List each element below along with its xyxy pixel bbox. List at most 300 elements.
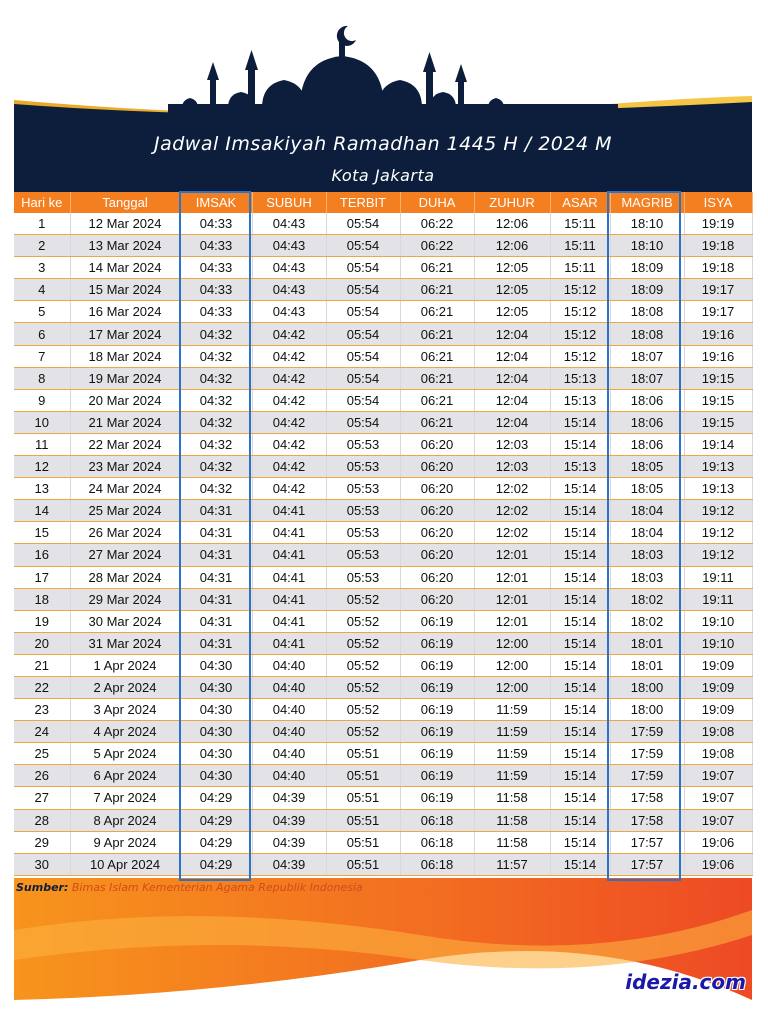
table-cell: 19:16 <box>684 323 752 345</box>
table-cell: 7 <box>14 345 70 367</box>
table-row <box>14 632 752 654</box>
table-cell: 05:52 <box>326 676 400 698</box>
table-cell: 19 Mar 2024 <box>70 367 180 389</box>
column-header: IMSAK <box>180 192 252 213</box>
table-cell: 9 <box>14 389 70 411</box>
column-header: Tanggal <box>70 192 180 213</box>
table-row <box>14 257 752 279</box>
table-cell: 06:20 <box>400 478 474 500</box>
table-cell: 15:14 <box>550 699 610 721</box>
table-cell: 06:19 <box>400 721 474 743</box>
table-cell: 04:33 <box>180 301 252 323</box>
table-cell: 05:53 <box>326 566 400 588</box>
table-cell: 06:19 <box>400 765 474 787</box>
table-cell: 24 <box>14 721 70 743</box>
table-cell: 06:21 <box>400 301 474 323</box>
table-cell: 15:11 <box>550 257 610 279</box>
table-row <box>14 765 752 787</box>
table-cell: 20 Mar 2024 <box>70 389 180 411</box>
table-cell: 12:03 <box>474 456 550 478</box>
table-cell: 19:16 <box>684 345 752 367</box>
table-cell: 19:07 <box>684 787 752 809</box>
table-cell: 15:14 <box>550 500 610 522</box>
table-cell: 05:52 <box>326 721 400 743</box>
table-cell: 04:41 <box>252 610 326 632</box>
table-cell: 15 <box>14 522 70 544</box>
table-cell: 05:54 <box>326 213 400 235</box>
table-row <box>14 654 752 676</box>
table-cell: 11 <box>14 433 70 455</box>
table-cell: 05:54 <box>326 235 400 257</box>
table-cell: 19:07 <box>684 809 752 831</box>
table-cell: 04:43 <box>252 257 326 279</box>
table-cell: 05:52 <box>326 699 400 721</box>
table-cell: 06:20 <box>400 522 474 544</box>
table-cell: 19:06 <box>684 831 752 853</box>
table-row <box>14 588 752 610</box>
table-cell: 19:17 <box>684 301 752 323</box>
table-row <box>14 301 752 323</box>
table-cell: 15:11 <box>550 213 610 235</box>
table-cell: 18:01 <box>610 654 684 676</box>
table-cell: 19:15 <box>684 389 752 411</box>
table-row <box>14 323 752 345</box>
table-cell: 12:05 <box>474 301 550 323</box>
table-cell: 18 Mar 2024 <box>70 345 180 367</box>
table-cell: 18:05 <box>610 478 684 500</box>
table-cell: 06:19 <box>400 676 474 698</box>
table-cell: 12:04 <box>474 345 550 367</box>
table-cell: 05:54 <box>326 301 400 323</box>
table-cell: 1 Apr 2024 <box>70 654 180 676</box>
table-cell: 15:12 <box>550 323 610 345</box>
table-cell: 30 <box>14 853 70 875</box>
table-cell: 31 Mar 2024 <box>70 632 180 654</box>
table-cell: 26 <box>14 765 70 787</box>
table-cell: 2 Apr 2024 <box>70 676 180 698</box>
table-cell: 15:13 <box>550 456 610 478</box>
table-cell: 18:00 <box>610 699 684 721</box>
table-cell: 04:41 <box>252 566 326 588</box>
table-cell: 23 Mar 2024 <box>70 456 180 478</box>
table-cell: 04:42 <box>252 411 326 433</box>
table-cell: 10 <box>14 411 70 433</box>
table-cell: 04:31 <box>180 566 252 588</box>
table-cell: 3 <box>14 257 70 279</box>
source-note <box>16 881 363 894</box>
table-cell: 05:53 <box>326 522 400 544</box>
table-cell: 19:09 <box>684 699 752 721</box>
table-row <box>14 411 752 433</box>
table-cell: 11:59 <box>474 699 550 721</box>
table-cell: 04:30 <box>180 721 252 743</box>
table-cell: 04:41 <box>252 500 326 522</box>
table-row <box>14 456 752 478</box>
table-cell: 04:32 <box>180 345 252 367</box>
table-cell: 1 <box>14 213 70 235</box>
table-cell: 28 <box>14 809 70 831</box>
table-cell: 18:09 <box>610 257 684 279</box>
table-cell: 04:30 <box>180 654 252 676</box>
table-cell: 15:14 <box>550 743 610 765</box>
table-cell: 04:29 <box>180 853 252 875</box>
table-cell: 18:03 <box>610 566 684 588</box>
table-cell: 15:12 <box>550 345 610 367</box>
crescent-moon-icon <box>337 26 356 46</box>
table-cell: 04:41 <box>252 632 326 654</box>
table-cell: 04:39 <box>252 787 326 809</box>
column-header: ISYA <box>684 192 752 213</box>
table-cell: 04:33 <box>180 279 252 301</box>
table-cell: 15:14 <box>550 610 610 632</box>
table-cell: 12:00 <box>474 676 550 698</box>
table-cell: 12:06 <box>474 235 550 257</box>
table-cell: 11:58 <box>474 809 550 831</box>
table-cell: 4 <box>14 279 70 301</box>
imsakiyah-table <box>14 192 753 876</box>
table-row <box>14 213 752 235</box>
table-row <box>14 853 752 875</box>
table-cell: 19:19 <box>684 213 752 235</box>
table-cell: 16 Mar 2024 <box>70 301 180 323</box>
table-cell: 19:12 <box>684 500 752 522</box>
table-cell: 04:43 <box>252 279 326 301</box>
table-cell: 12:02 <box>474 522 550 544</box>
table-row <box>14 831 752 853</box>
table-cell: 06:20 <box>400 544 474 566</box>
table-cell: 18:08 <box>610 301 684 323</box>
table-cell: 15:14 <box>550 809 610 831</box>
table-cell: 15:14 <box>550 721 610 743</box>
table-cell: 04:33 <box>180 235 252 257</box>
table-cell: 12:05 <box>474 257 550 279</box>
table-cell: 06:21 <box>400 411 474 433</box>
table-cell: 5 <box>14 301 70 323</box>
table-cell: 18:07 <box>610 367 684 389</box>
table-cell: 11:59 <box>474 721 550 743</box>
table-cell: 15 Mar 2024 <box>70 279 180 301</box>
table-row <box>14 544 752 566</box>
table-cell: 15:14 <box>550 588 610 610</box>
table-cell: 18:06 <box>610 411 684 433</box>
table-cell: 18:02 <box>610 610 684 632</box>
table-row <box>14 345 752 367</box>
table-cell: 16 <box>14 544 70 566</box>
table-cell: 18:07 <box>610 345 684 367</box>
table-cell: 06:18 <box>400 853 474 875</box>
table-cell: 05:51 <box>326 831 400 853</box>
table-cell: 04:42 <box>252 456 326 478</box>
table-cell: 19:10 <box>684 632 752 654</box>
table-cell: 12 <box>14 456 70 478</box>
table-cell: 06:21 <box>400 279 474 301</box>
table-cell: 04:39 <box>252 831 326 853</box>
table-cell: 27 <box>14 787 70 809</box>
table-cell: 17 Mar 2024 <box>70 323 180 345</box>
city-name: Kota Jakarta <box>331 166 435 185</box>
table-cell: 04:29 <box>180 809 252 831</box>
table-cell: 05:54 <box>326 323 400 345</box>
table-cell: 04:42 <box>252 345 326 367</box>
table-cell: 12:01 <box>474 544 550 566</box>
table-cell: 05:54 <box>326 257 400 279</box>
table-cell: 19:06 <box>684 853 752 875</box>
table-cell: 20 <box>14 632 70 654</box>
table-cell: 17:57 <box>610 831 684 853</box>
table-cell: 15:14 <box>550 522 610 544</box>
table-cell: 06:20 <box>400 566 474 588</box>
table-cell: 04:40 <box>252 743 326 765</box>
table-cell: 19 <box>14 610 70 632</box>
table-cell: 05:54 <box>326 389 400 411</box>
table-cell: 04:42 <box>252 367 326 389</box>
table-cell: 29 Mar 2024 <box>70 588 180 610</box>
table-cell: 04:39 <box>252 853 326 875</box>
table-cell: 17:58 <box>610 787 684 809</box>
table-cell: 19:15 <box>684 367 752 389</box>
table-cell: 13 <box>14 478 70 500</box>
table-cell: 04:42 <box>252 478 326 500</box>
table-cell: 05:51 <box>326 853 400 875</box>
table-cell: 04:40 <box>252 676 326 698</box>
table-cell: 15:13 <box>550 389 610 411</box>
table-cell: 19:17 <box>684 279 752 301</box>
table-cell: 05:51 <box>326 809 400 831</box>
table-cell: 04:30 <box>180 699 252 721</box>
table-cell: 04:42 <box>252 323 326 345</box>
table-cell: 04:40 <box>252 721 326 743</box>
table-cell: 04:30 <box>180 765 252 787</box>
table-row <box>14 235 752 257</box>
table-cell: 15:14 <box>550 544 610 566</box>
table-cell: 21 Mar 2024 <box>70 411 180 433</box>
table-cell: 22 Mar 2024 <box>70 433 180 455</box>
column-header: MAGRIB <box>610 192 684 213</box>
table-cell: 06:21 <box>400 367 474 389</box>
table-row <box>14 522 752 544</box>
table-cell: 04:41 <box>252 588 326 610</box>
table-cell: 06:18 <box>400 831 474 853</box>
table-cell: 18 <box>14 588 70 610</box>
table-cell: 04:40 <box>252 699 326 721</box>
table-cell: 04:43 <box>252 235 326 257</box>
table-cell: 04:43 <box>252 301 326 323</box>
column-header: SUBUH <box>252 192 326 213</box>
table-cell: 05:52 <box>326 654 400 676</box>
table-cell: 18:10 <box>610 213 684 235</box>
table-cell: 17:59 <box>610 721 684 743</box>
table-cell: 12 Mar 2024 <box>70 213 180 235</box>
table-cell: 05:54 <box>326 279 400 301</box>
source-label: Sumber: <box>16 881 69 894</box>
table-cell: 27 Mar 2024 <box>70 544 180 566</box>
table-cell: 05:53 <box>326 500 400 522</box>
table-cell: 04:32 <box>180 478 252 500</box>
table-body <box>14 213 752 875</box>
table-cell: 9 Apr 2024 <box>70 831 180 853</box>
table-cell: 17 <box>14 566 70 588</box>
table-cell: 19:07 <box>684 765 752 787</box>
table-cell: 14 <box>14 500 70 522</box>
table-cell: 19:11 <box>684 566 752 588</box>
table-cell: 25 Mar 2024 <box>70 500 180 522</box>
table-cell: 11:59 <box>474 765 550 787</box>
table-cell: 04:32 <box>180 456 252 478</box>
table-cell: 06:19 <box>400 610 474 632</box>
column-header: TERBIT <box>326 192 400 213</box>
table-cell: 06:22 <box>400 235 474 257</box>
table-cell: 19:09 <box>684 654 752 676</box>
mosque-silhouette <box>168 42 618 118</box>
table-cell: 04:31 <box>180 632 252 654</box>
table-cell: 26 Mar 2024 <box>70 522 180 544</box>
table-cell: 15:12 <box>550 279 610 301</box>
table-header-row <box>14 192 752 213</box>
table-cell: 06:20 <box>400 433 474 455</box>
table-cell: 04:30 <box>180 676 252 698</box>
table-cell: 05:52 <box>326 632 400 654</box>
table-cell: 19:12 <box>684 544 752 566</box>
table-cell: 12:04 <box>474 323 550 345</box>
table-cell: 05:52 <box>326 610 400 632</box>
table-cell: 12:01 <box>474 610 550 632</box>
table-cell: 11:58 <box>474 787 550 809</box>
table-cell: 18:02 <box>610 588 684 610</box>
table-cell: 04:32 <box>180 367 252 389</box>
table-cell: 04:31 <box>180 522 252 544</box>
table-cell: 04:31 <box>180 588 252 610</box>
table-cell: 12:03 <box>474 433 550 455</box>
table-cell: 18:01 <box>610 632 684 654</box>
table-cell: 6 <box>14 323 70 345</box>
table-cell: 04:41 <box>252 544 326 566</box>
table-cell: 19:10 <box>684 610 752 632</box>
table-cell: 15:11 <box>550 235 610 257</box>
table-cell: 05:53 <box>326 478 400 500</box>
table-cell: 8 Apr 2024 <box>70 809 180 831</box>
table-cell: 04:32 <box>180 323 252 345</box>
table-cell: 06:22 <box>400 213 474 235</box>
table-cell: 18:05 <box>610 456 684 478</box>
table-cell: 17:59 <box>610 743 684 765</box>
table-cell: 17:58 <box>610 809 684 831</box>
table-cell: 04:40 <box>252 654 326 676</box>
table-cell: 6 Apr 2024 <box>70 765 180 787</box>
table-cell: 05:52 <box>326 588 400 610</box>
table-cell: 04:42 <box>252 433 326 455</box>
table-cell: 06:19 <box>400 632 474 654</box>
table-cell: 04:33 <box>180 257 252 279</box>
table-cell: 04:29 <box>180 787 252 809</box>
table-row <box>14 478 752 500</box>
table-row <box>14 566 752 588</box>
table-row <box>14 676 752 698</box>
table-cell: 17:59 <box>610 765 684 787</box>
table-cell: 19:15 <box>684 411 752 433</box>
table-cell: 15:13 <box>550 367 610 389</box>
table-cell: 28 Mar 2024 <box>70 566 180 588</box>
table-cell: 4 Apr 2024 <box>70 721 180 743</box>
table-cell: 12:05 <box>474 279 550 301</box>
table-cell: 30 Mar 2024 <box>70 610 180 632</box>
table-cell: 22 <box>14 676 70 698</box>
page-title: Jadwal Imsakiyah Ramadhan 1445 H / 2024 M <box>154 133 612 155</box>
table-cell: 18:06 <box>610 389 684 411</box>
table-cell: 06:20 <box>400 588 474 610</box>
table-cell: 06:19 <box>400 699 474 721</box>
table-cell: 05:54 <box>326 411 400 433</box>
table-cell: 15:14 <box>550 676 610 698</box>
table-cell: 24 Mar 2024 <box>70 478 180 500</box>
table-row <box>14 743 752 765</box>
table-cell: 7 Apr 2024 <box>70 787 180 809</box>
column-header: DUHA <box>400 192 474 213</box>
table-cell: 06:19 <box>400 787 474 809</box>
table-cell: 12:02 <box>474 500 550 522</box>
table-cell: 06:21 <box>400 257 474 279</box>
table-row <box>14 500 752 522</box>
table-cell: 15:14 <box>550 765 610 787</box>
table-cell: 12:00 <box>474 654 550 676</box>
table-cell: 15:12 <box>550 301 610 323</box>
table-row <box>14 809 752 831</box>
table-cell: 5 Apr 2024 <box>70 743 180 765</box>
table-cell: 19:11 <box>684 588 752 610</box>
table-cell: 15:14 <box>550 654 610 676</box>
site-watermark: idezia.com <box>625 970 746 994</box>
table-cell: 05:54 <box>326 367 400 389</box>
table-row <box>14 699 752 721</box>
table-cell: 04:29 <box>180 831 252 853</box>
table-cell: 05:53 <box>326 456 400 478</box>
table-cell: 29 <box>14 831 70 853</box>
table-cell: 19:13 <box>684 456 752 478</box>
table-cell: 18:09 <box>610 279 684 301</box>
column-header: Hari ke <box>14 192 70 213</box>
table-cell: 19:18 <box>684 235 752 257</box>
table-cell: 04:32 <box>180 411 252 433</box>
table-cell: 19:09 <box>684 676 752 698</box>
table-cell: 04:42 <box>252 389 326 411</box>
column-header: ZUHUR <box>474 192 550 213</box>
table-cell: 12:00 <box>474 632 550 654</box>
table-row <box>14 367 752 389</box>
table-cell: 11:57 <box>474 853 550 875</box>
table-cell: 15:14 <box>550 632 610 654</box>
table-cell: 05:51 <box>326 743 400 765</box>
table-cell: 05:53 <box>326 433 400 455</box>
table-cell: 23 <box>14 699 70 721</box>
table-cell: 05:51 <box>326 765 400 787</box>
table-row <box>14 721 752 743</box>
table-cell: 06:21 <box>400 345 474 367</box>
table-cell: 13 Mar 2024 <box>70 235 180 257</box>
table-cell: 18:10 <box>610 235 684 257</box>
table-cell: 04:31 <box>180 610 252 632</box>
table-cell: 05:54 <box>326 345 400 367</box>
table-cell: 06:20 <box>400 456 474 478</box>
table-cell: 15:14 <box>550 566 610 588</box>
table-cell: 2 <box>14 235 70 257</box>
table-cell: 18:00 <box>610 676 684 698</box>
table-cell: 21 <box>14 654 70 676</box>
table-cell: 04:31 <box>180 500 252 522</box>
table-cell: 19:18 <box>684 257 752 279</box>
column-header: ASAR <box>550 192 610 213</box>
table-cell: 11:58 <box>474 831 550 853</box>
table-cell: 17:57 <box>610 853 684 875</box>
table-cell: 04:31 <box>180 544 252 566</box>
